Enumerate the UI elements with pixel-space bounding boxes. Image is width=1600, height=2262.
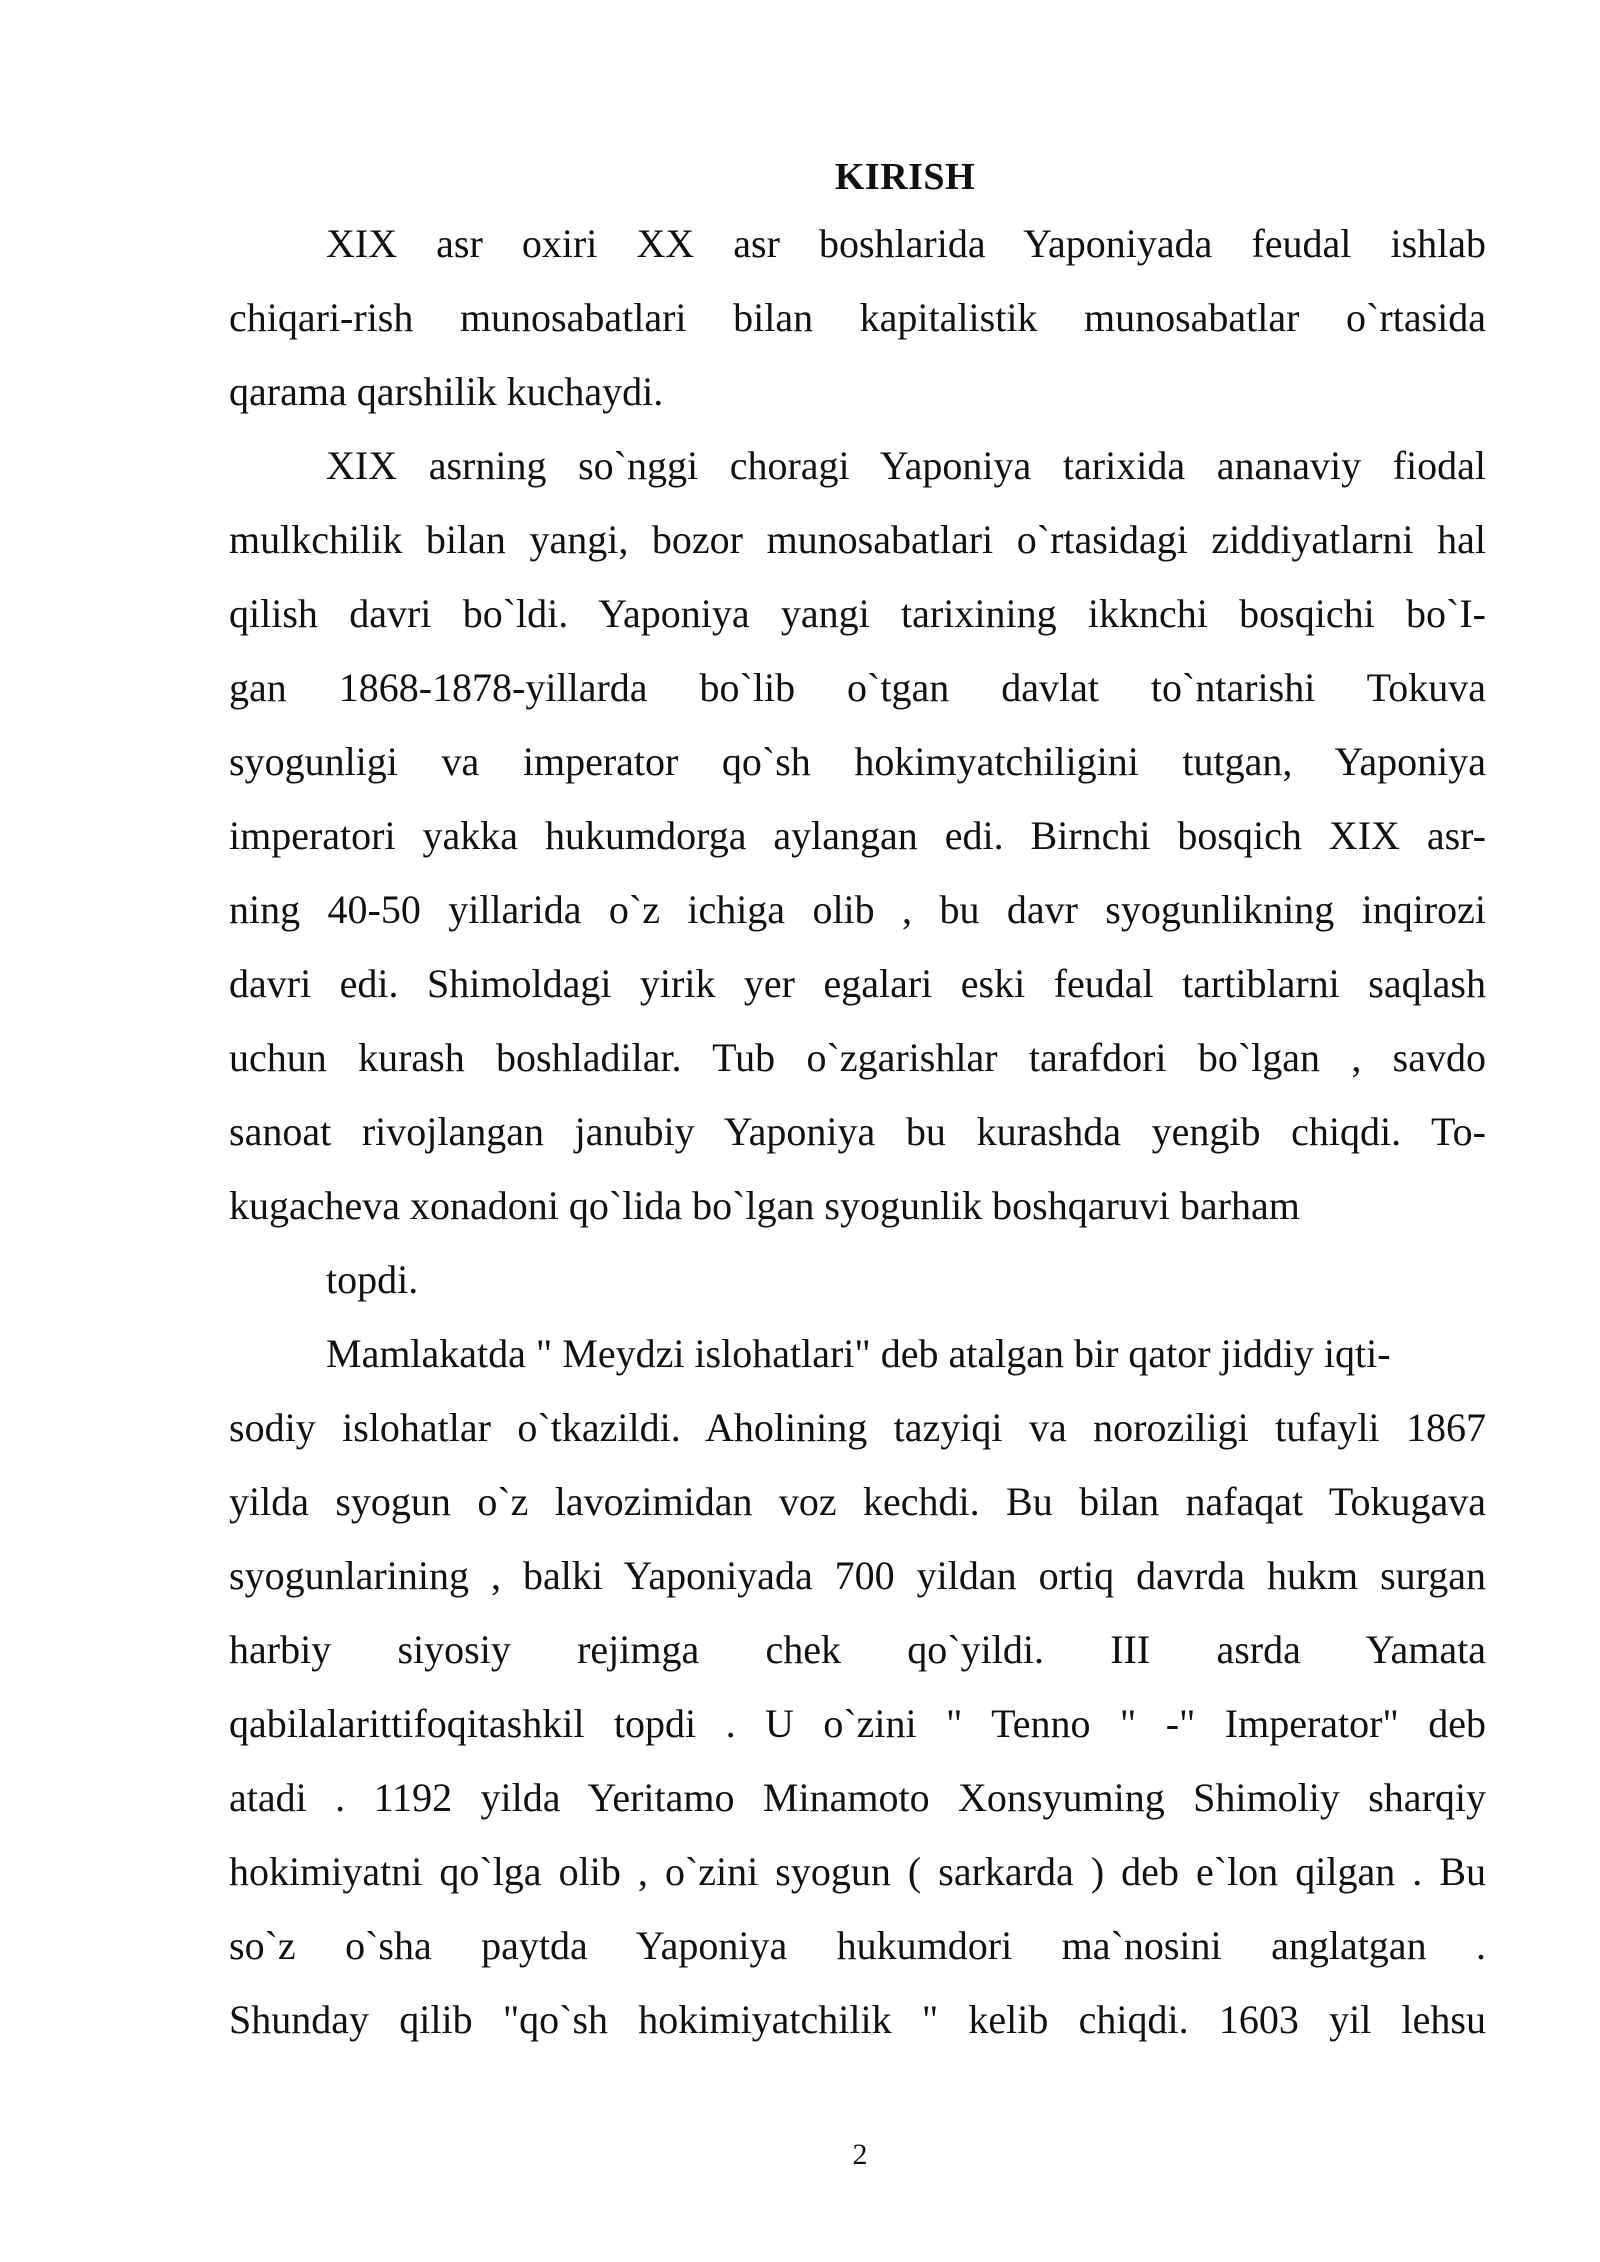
text-line: topdi. [326, 1257, 419, 1302]
text-line: uchun kurash boshladilar. Tub o`zgarishlar tarafdori bo`lgan , savdo [229, 1035, 1486, 1080]
text-line: XIX asrning so`nggi choragi Yaponiya tarixida ananaviy fiodal [326, 443, 1486, 488]
text-line: gan 1868-1878-yillarda bo`lib o`tgan davlat to`ntarishi Tokuva [229, 665, 1486, 710]
text-line: atadi . 1192 yilda Yeritamo Minamoto Xonsyuming Shimoliy sharqiy [229, 1775, 1486, 1820]
text-line: imperatori yakka hukumdorga aylangan edi. Birnchi bosqich XIX asr- [229, 813, 1486, 858]
text-line: qilish davri bo`ldi. Yaponiya yangi tarixining ikknchi bosqichi bo`I- [229, 591, 1486, 636]
text-line: Shunday qilib "qo`sh hokimiyatchilik " kelib chiqdi. 1603 yil lehsu [229, 1997, 1486, 2042]
page-heading: KIRISH [834, 156, 976, 198]
text-line: davri edi. Shimoldagi yirik yer egalari eski feudal tartiblarni saqlash [229, 961, 1486, 1006]
text-line: sanoat rivojlangan janubiy Yaponiya bu kurashda yengib chiqdi. To- [229, 1109, 1486, 1154]
text-line: hokimiyatni qo`lga olib , o`zini syogun ( sarkarda ) deb e`lon qilgan . Bu [229, 1849, 1486, 1894]
text-line: chiqari-rish munosabatlari bilan kapitalistik munosabatlar o`rtasida [229, 295, 1486, 340]
text-line: so`z o`sha paytda Yaponiya hukumdori ma`nosini anglatgan . [229, 1923, 1486, 1968]
text-line: qabilalarittifoqitashkil topdi . U o`zini " Tenno " -" Imperator" deb [229, 1701, 1486, 1746]
text-line: Mamlakatda " Meydzi islohatlari" deb atalgan bir qator jiddiy iqti- [326, 1331, 1391, 1376]
text-line: ning 40-50 yillarida o`z ichiga olib , bu davr syogunlikning inqirozi [229, 887, 1486, 932]
text-line: qarama qarshilik kuchaydi. [229, 369, 664, 414]
text-line: yilda syogun o`z lavozimidan voz kechdi. Bu bilan nafaqat Tokugava [229, 1479, 1486, 1524]
text-line: mulkchilik bilan yangi, bozor munosabatlari o`rtasidagi ziddiyatlarni hal [229, 517, 1486, 562]
text-line: XIX asr oxiri XX asr boshlarida Yaponiyada feudal ishlab [326, 221, 1486, 266]
page-number: 2 [852, 2138, 868, 2171]
text-line: kugacheva xonadoni qo`lida bo`lgan syogunlik boshqaruvi barham [229, 1183, 1300, 1228]
text-line: harbiy siyosiy rejimga chek qo`yildi. III asrda Yamata [229, 1627, 1486, 1672]
text-line: sodiy islohatlar o`tkazildi. Aholining tazyiqi va noroziligi tufayli 1867 [229, 1405, 1486, 1450]
text-line: syogunligi va imperator qo`sh hokimyatchiligini tutgan, Yaponiya [229, 739, 1486, 784]
text-line: syogunlarining , balki Yaponiyada 700 yildan ortiq davrda hukm surgan [229, 1553, 1486, 1598]
